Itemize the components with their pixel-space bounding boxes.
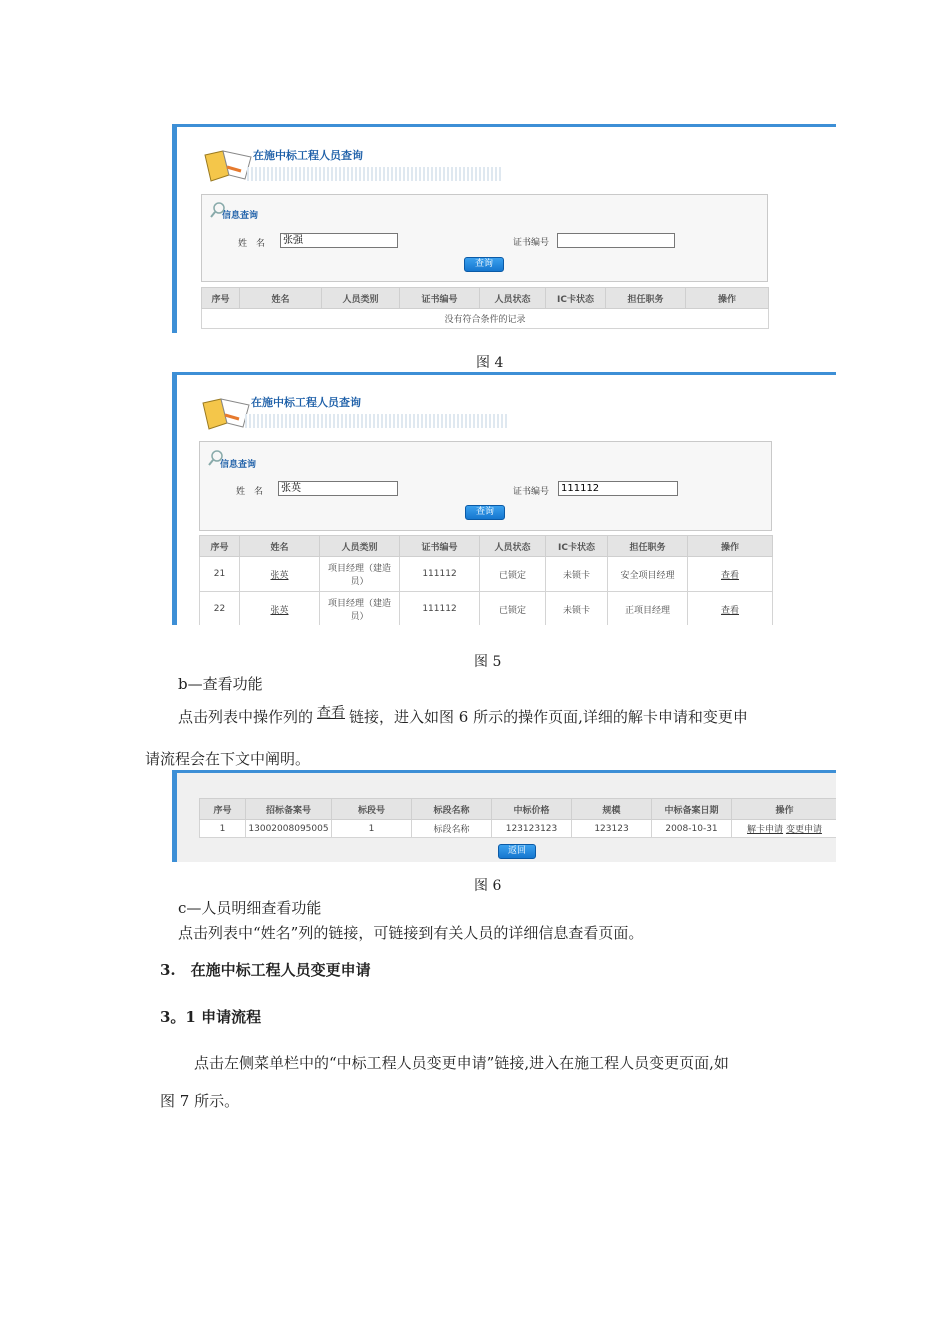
col-header: 标段号 bbox=[332, 799, 412, 820]
col-header: 操作 bbox=[732, 799, 837, 820]
col-header: 证书编号 bbox=[400, 536, 480, 557]
col-header: 人员状态 bbox=[480, 536, 546, 557]
name-label: 姓 名 bbox=[238, 239, 266, 249]
col-header: 招标备案号 bbox=[246, 799, 332, 820]
search-panel bbox=[199, 441, 772, 531]
cell-price: 123123123 bbox=[492, 820, 572, 838]
section-b-line1 bbox=[178, 707, 748, 728]
name-input[interactable]: 张强 bbox=[280, 233, 398, 248]
section-b-line2: 请流程会在下文中阐明。 bbox=[145, 750, 311, 768]
query-button[interactable]: 查询 bbox=[464, 257, 504, 272]
figure-6-caption: 图 6 bbox=[474, 878, 502, 894]
table-header bbox=[202, 288, 769, 309]
section-b-line1-pre: 点击列表中操作列的 bbox=[178, 708, 314, 726]
section-3-heading: 3. 在施中标工程人员变更申请 bbox=[160, 961, 371, 979]
table-row bbox=[200, 592, 773, 626]
unlock-card-apply-link[interactable]: 解卡申请 bbox=[747, 825, 784, 835]
cell-category: 项目经理（建造员） bbox=[320, 592, 400, 626]
view-link[interactable]: 查看 bbox=[720, 570, 739, 581]
cell-scale: 123123 bbox=[572, 820, 652, 838]
cert-label: 证书编号 bbox=[513, 238, 550, 248]
col-header: 操作 bbox=[688, 536, 773, 557]
figure-6-screenshot bbox=[172, 770, 836, 862]
cell-duty: 安全项目经理 bbox=[608, 557, 688, 592]
name-input[interactable]: 张英 bbox=[278, 481, 398, 496]
col-header: 中标价格 bbox=[492, 799, 572, 820]
section-c-heading: c—人员明细查看功能 bbox=[178, 899, 322, 917]
cell-cert-no: 111112 bbox=[400, 592, 480, 626]
cell-cert-no: 111112 bbox=[400, 557, 480, 592]
col-header: 序号 bbox=[202, 288, 240, 309]
col-header: 序号 bbox=[200, 536, 240, 557]
col-header: 标段名称 bbox=[412, 799, 492, 820]
col-header: 序号 bbox=[200, 799, 246, 820]
bid-table bbox=[199, 798, 836, 838]
section-b-heading: b—查看功能 bbox=[178, 675, 263, 693]
panel-title: 在施中标工程人员查询 bbox=[253, 149, 363, 162]
cert-input[interactable] bbox=[557, 233, 675, 248]
col-header: 人员类别 bbox=[320, 536, 400, 557]
cell-date: 2008-10-31 bbox=[652, 820, 732, 838]
cert-input[interactable]: 111112 bbox=[558, 481, 678, 496]
person-name-link[interactable]: 张英 bbox=[270, 605, 289, 616]
cell-index: 1 bbox=[200, 820, 246, 838]
cell-ic-status: 未锁卡 bbox=[546, 592, 608, 626]
col-header: 姓名 bbox=[240, 288, 322, 309]
panel-title: 在施中标工程人员查询 bbox=[251, 396, 361, 409]
col-header: 规模 bbox=[572, 799, 652, 820]
results-table bbox=[199, 535, 773, 625]
title-underline-decoration bbox=[245, 414, 507, 428]
figure-4-caption: 图 4 bbox=[476, 355, 504, 371]
cell-index: 22 bbox=[200, 592, 240, 626]
col-header: 担任职务 bbox=[606, 288, 686, 309]
table-header bbox=[200, 799, 837, 820]
cell-index: 21 bbox=[200, 557, 240, 592]
cell-tender-no: 13002008095005 bbox=[246, 820, 332, 838]
view-link[interactable]: 查看 bbox=[720, 605, 739, 616]
col-header: 姓名 bbox=[240, 536, 320, 557]
cell-category: 项目经理（建造员） bbox=[320, 557, 400, 592]
section-b-line1-post: 链接，进入如图 6 所示的操作页面,详细的解卡申请和变更申 bbox=[349, 708, 748, 726]
cert-label: 证书编号 bbox=[513, 487, 550, 497]
name-label: 姓 名 bbox=[236, 487, 264, 497]
col-header: 担任职务 bbox=[608, 536, 688, 557]
title-underline-decoration bbox=[247, 167, 503, 181]
table-row bbox=[200, 820, 837, 838]
cell-duty: 正项目经理 bbox=[608, 592, 688, 626]
cell-status: 已锁定 bbox=[480, 592, 546, 626]
search-panel bbox=[201, 194, 768, 282]
cell-ic-status: 未锁卡 bbox=[546, 557, 608, 592]
empty-message: 没有符合条件的记录 bbox=[202, 309, 769, 329]
figure-4-screenshot bbox=[172, 124, 836, 333]
section-3-para-line2: 图 7 所示。 bbox=[160, 1092, 240, 1110]
view-link-inline: 查看 bbox=[317, 705, 346, 721]
cell-section-no: 1 bbox=[332, 820, 412, 838]
results-table bbox=[201, 287, 769, 329]
section-3-1-heading: 3。1 申请流程 bbox=[160, 1008, 262, 1026]
col-header: 证书编号 bbox=[400, 288, 480, 309]
col-header: 人员类别 bbox=[322, 288, 400, 309]
col-header: 中标备案日期 bbox=[652, 799, 732, 820]
search-title: 信息查询 bbox=[220, 460, 257, 470]
table-row bbox=[200, 557, 773, 592]
col-header: IC卡状态 bbox=[546, 536, 608, 557]
query-button[interactable]: 查询 bbox=[465, 505, 505, 520]
col-header: IC卡状态 bbox=[546, 288, 606, 309]
table-row bbox=[202, 309, 769, 329]
col-header: 人员状态 bbox=[480, 288, 546, 309]
table-header bbox=[200, 536, 773, 557]
cell-section-name: 标段名称 bbox=[412, 820, 492, 838]
search-title: 信息查询 bbox=[222, 211, 259, 221]
figure-5-caption: 图 5 bbox=[474, 654, 502, 670]
person-name-link[interactable]: 张英 bbox=[270, 570, 289, 581]
cell-status: 已锁定 bbox=[480, 557, 546, 592]
section-c-text: 点击列表中“姓名”列的链接，可链接到有关人员的详细信息查看页面。 bbox=[178, 924, 644, 942]
col-header: 操作 bbox=[686, 288, 769, 309]
figure-5-screenshot bbox=[172, 372, 836, 625]
section-3-para-line1: 点击左侧菜单栏中的“中标工程人员变更申请”链接,进入在施工程人员变更页面,如 bbox=[194, 1054, 729, 1072]
change-apply-link[interactable]: 变更申请 bbox=[785, 825, 822, 835]
back-button[interactable]: 返回 bbox=[498, 844, 536, 859]
